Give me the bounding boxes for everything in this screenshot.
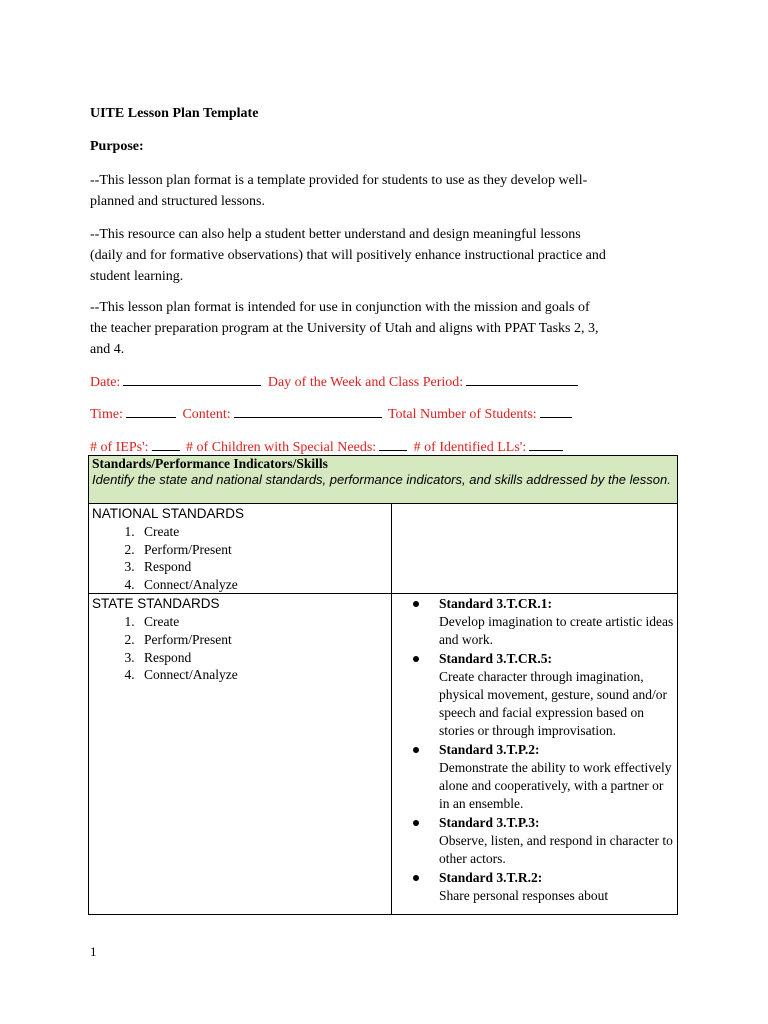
list-item xyxy=(439,813,674,868)
bullet-icon xyxy=(413,747,419,753)
standard-description: Observe, listen, and respond in character to other actors. xyxy=(439,833,673,867)
standards-table-header xyxy=(89,456,678,504)
standard-description: Share personal responses about xyxy=(439,888,609,904)
page-number: 1 xyxy=(90,944,97,959)
bullet-icon xyxy=(413,601,419,607)
standard-code: Standard 3.T.P.2: xyxy=(439,742,540,758)
date-label: Date: xyxy=(90,375,121,390)
standard-description: Develop imagination to create artistic ideas and work. xyxy=(439,614,674,648)
identified-lls-blank[interactable] xyxy=(529,436,563,451)
list-item: 3. Respond xyxy=(138,558,388,576)
standards-header-title: Standards/Performance Indicators/Skills xyxy=(92,456,328,471)
list-item: 2. Perform/Present xyxy=(138,541,388,559)
national-standards-cell xyxy=(89,504,392,594)
list-item: 3. Respond xyxy=(138,649,388,667)
day-period-label: Day of the Week and Class Period: xyxy=(267,375,464,390)
standard-code: Standard 3.T.CR.1: xyxy=(439,596,553,612)
list-item xyxy=(439,594,674,649)
state-standards-detail-cell xyxy=(392,594,678,915)
state-standards-bullets xyxy=(395,594,674,905)
form-line-ieps xyxy=(90,436,566,456)
time-label: Time: xyxy=(90,407,123,422)
total-students-blank[interactable] xyxy=(540,403,572,418)
identified-lls-label: # of Identified LLs': xyxy=(413,440,527,455)
state-standards-cell xyxy=(89,594,392,915)
standard-description: Demonstrate the ability to work effectively alone and cooperatively, with a partner or in an ensemble. xyxy=(439,760,672,812)
national-standards-detail-cell xyxy=(392,504,678,594)
date-blank[interactable] xyxy=(123,371,261,386)
content-label: Content: xyxy=(182,407,231,422)
national-standards-label: NATIONAL STANDARDS xyxy=(92,506,245,521)
list-item: 4. Connect/Analyze xyxy=(138,576,388,594)
national-standards-row xyxy=(89,504,678,594)
standard-code: Standard 3.T.CR.5: xyxy=(439,651,553,667)
ieps-label: # of IEPs': xyxy=(90,440,149,455)
national-standards-list xyxy=(92,523,388,593)
standard-description: Create character through imagination, physical movement, gesture, sound and/or speech and facial expression based on stories or through improvisation. xyxy=(439,669,667,739)
purpose-paragraph-2: --This resource can also help a student better understand and design meaningful lessons (daily and for formative observations) that will positively enhance instructional practice and student learning. xyxy=(90,227,606,284)
state-standards-label: STATE STANDARDS xyxy=(92,596,220,612)
bullet-icon xyxy=(413,875,419,881)
list-item: 2. Perform/Present xyxy=(138,631,388,649)
form-line-date xyxy=(90,371,581,391)
total-students-label: Total Number of Students: xyxy=(387,407,537,422)
bullet-icon xyxy=(413,656,419,662)
time-blank[interactable] xyxy=(126,403,176,418)
list-item xyxy=(439,649,674,740)
standards-table xyxy=(88,455,678,915)
form-line-time xyxy=(90,403,575,423)
list-item xyxy=(439,740,674,813)
purpose-heading: Purpose: xyxy=(90,139,144,154)
ieps-blank[interactable] xyxy=(152,436,180,451)
day-period-blank[interactable] xyxy=(466,371,578,386)
standard-code: Standard 3.T.P.3: xyxy=(439,815,540,831)
standards-header-subtitle: Identify the state and national standards, performance indicators, and skills addressed by the lesson. xyxy=(92,472,671,487)
state-standards-list xyxy=(92,613,388,683)
state-standards-row xyxy=(89,594,678,915)
purpose-paragraph-3: --This lesson plan format is intended for use in conjunction with the mission and goals of the teacher preparation program at the University of Utah and aligns with PPAT Tasks 2, 3, and 4. xyxy=(90,300,599,357)
special-needs-label: # of Children with Special Needs: xyxy=(186,440,377,455)
list-item: 4. Connect/Analyze xyxy=(138,666,388,684)
purpose-paragraph-1: --This lesson plan format is a template provided for students to use as they develop well-planned and structured lessons. xyxy=(90,173,588,209)
list-item xyxy=(439,868,674,905)
list-item: 1. Create xyxy=(138,523,388,541)
standard-code: Standard 3.T.R.2: xyxy=(439,870,543,886)
document-title: UITE Lesson Plan Template xyxy=(90,106,259,121)
special-needs-blank[interactable] xyxy=(379,436,407,451)
list-item: 1. Create xyxy=(138,613,388,631)
content-blank[interactable] xyxy=(234,403,382,418)
bullet-icon xyxy=(413,820,419,826)
